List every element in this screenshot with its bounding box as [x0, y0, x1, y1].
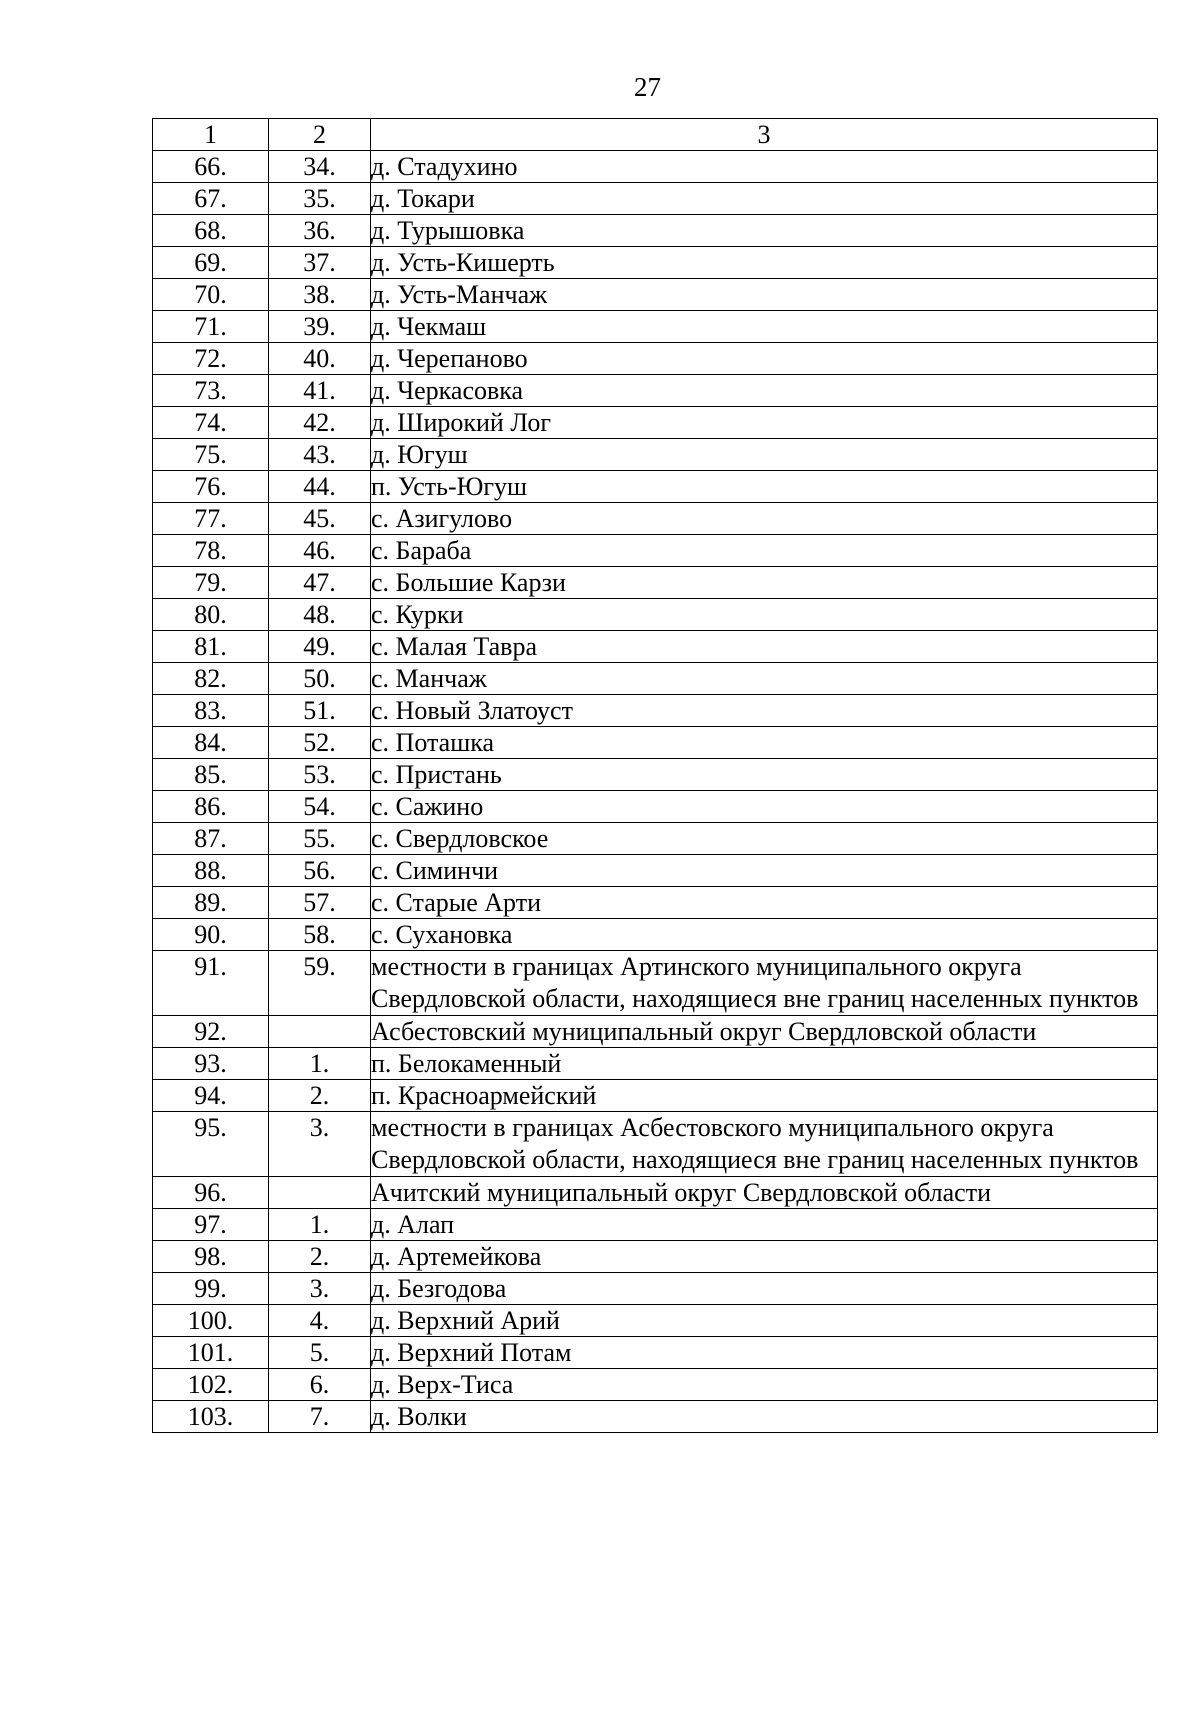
sub-number: 56.: [269, 855, 371, 887]
table-row: [153, 1305, 1158, 1337]
row-number: 99.: [153, 1273, 269, 1305]
sub-number: 3.: [269, 1273, 371, 1305]
sub-number: 38.: [269, 279, 371, 311]
row-number: 71.: [153, 311, 269, 343]
settlement-name: д. Широкий Лог: [371, 407, 1158, 439]
sub-number: 41.: [269, 375, 371, 407]
table-row: [153, 1016, 1158, 1048]
row-number: 95.: [153, 1112, 269, 1177]
settlement-name: д. Черкасовка: [371, 375, 1158, 407]
sub-number: 46.: [269, 535, 371, 567]
settlement-name: с. Сажино: [371, 791, 1158, 823]
settlement-name: с. Симинчи: [371, 855, 1158, 887]
sub-number: 53.: [269, 759, 371, 791]
sub-number: 52.: [269, 727, 371, 759]
settlement-name: д. Верх-Тиса: [371, 1369, 1158, 1401]
row-number: 89.: [153, 887, 269, 919]
column-header-2: 2: [269, 119, 371, 151]
settlement-name: местности в границах Асбестовского муниципального округа Свердловской области, находящиеся вне границ населенных пунктов: [371, 1112, 1158, 1177]
table-row: [153, 471, 1158, 503]
settlement-name: д. Чекмаш: [371, 311, 1158, 343]
table-row: [153, 407, 1158, 439]
settlement-name: Ачитский муниципальный округ Свердловской области: [371, 1177, 1158, 1209]
sub-number: 55.: [269, 823, 371, 855]
settlement-name: д. Усть-Кишерть: [371, 247, 1158, 279]
settlement-name: д. Стадухино: [371, 151, 1158, 183]
table-row: [153, 343, 1158, 375]
sub-number: [269, 1177, 371, 1209]
settlement-name: с. Малая Тавра: [371, 631, 1158, 663]
settlements-table: [152, 118, 1158, 1433]
row-number: 74.: [153, 407, 269, 439]
sub-number: 2.: [269, 1241, 371, 1273]
sub-number: 59.: [269, 951, 371, 1016]
sub-number: 7.: [269, 1401, 371, 1433]
settlement-name: д. Черепаново: [371, 343, 1158, 375]
row-number: 84.: [153, 727, 269, 759]
settlement-name: п. Усть-Югуш: [371, 471, 1158, 503]
table-row: [153, 439, 1158, 471]
row-number: 93.: [153, 1048, 269, 1080]
table-row: [153, 727, 1158, 759]
settlement-name: д. Верхний Потам: [371, 1337, 1158, 1369]
row-number: 70.: [153, 279, 269, 311]
settlement-name: с. Пристань: [371, 759, 1158, 791]
row-number: 85.: [153, 759, 269, 791]
settlement-name: д. Усть-Манчаж: [371, 279, 1158, 311]
table-row: [153, 1401, 1158, 1433]
column-header-3: 3: [371, 119, 1158, 151]
settlement-name: с. Сухановка: [371, 919, 1158, 951]
sub-number: 37.: [269, 247, 371, 279]
row-number: 81.: [153, 631, 269, 663]
table-row: [153, 311, 1158, 343]
table-row: [153, 1048, 1158, 1080]
table-row: [153, 1337, 1158, 1369]
row-number: 68.: [153, 215, 269, 247]
row-number: 77.: [153, 503, 269, 535]
settlement-name: д. Артемейкова: [371, 1241, 1158, 1273]
sub-number: 2.: [269, 1080, 371, 1112]
table-body: [153, 151, 1158, 1433]
settlement-name: д. Безгодова: [371, 1273, 1158, 1305]
page-number: 27: [634, 72, 661, 102]
sub-number: 51.: [269, 695, 371, 727]
table-row: [153, 567, 1158, 599]
row-number: 66.: [153, 151, 269, 183]
settlement-name: с. Старые Арти: [371, 887, 1158, 919]
settlement-name: с. Свердловское: [371, 823, 1158, 855]
table-row: [153, 1177, 1158, 1209]
row-number: 96.: [153, 1177, 269, 1209]
sub-number: 44.: [269, 471, 371, 503]
table-row: [153, 695, 1158, 727]
table-row: [153, 1080, 1158, 1112]
row-number: 86.: [153, 791, 269, 823]
sub-number: 1.: [269, 1209, 371, 1241]
sub-number: 6.: [269, 1369, 371, 1401]
table-row: [153, 1369, 1158, 1401]
table-row: [153, 855, 1158, 887]
table-row: [153, 663, 1158, 695]
table-row: [153, 1112, 1158, 1177]
row-number: 98.: [153, 1241, 269, 1273]
row-number: 79.: [153, 567, 269, 599]
sub-number: 54.: [269, 791, 371, 823]
table-header-row: [153, 119, 1158, 151]
row-number: 103.: [153, 1401, 269, 1433]
table-row: [153, 247, 1158, 279]
row-number: 94.: [153, 1080, 269, 1112]
row-number: 90.: [153, 919, 269, 951]
table-row: [153, 535, 1158, 567]
row-number: 97.: [153, 1209, 269, 1241]
table-row: [153, 151, 1158, 183]
table-row: [153, 279, 1158, 311]
row-number: 67.: [153, 183, 269, 215]
table-row: [153, 823, 1158, 855]
settlement-name: местности в границах Артинского муниципального округа Свердловской области, находящиеся вне границ населенных пунктов: [371, 951, 1158, 1016]
row-number: 69.: [153, 247, 269, 279]
table-row: [153, 759, 1158, 791]
table-row: [153, 951, 1158, 1016]
column-header-1: 1: [153, 119, 269, 151]
row-number: 73.: [153, 375, 269, 407]
row-number: 80.: [153, 599, 269, 631]
settlement-name: с. Новый Златоуст: [371, 695, 1158, 727]
row-number: 72.: [153, 343, 269, 375]
table-row: [153, 1273, 1158, 1305]
row-number: 102.: [153, 1369, 269, 1401]
table-row: [153, 183, 1158, 215]
row-number: 87.: [153, 823, 269, 855]
sub-number: [269, 1016, 371, 1048]
sub-number: 40.: [269, 343, 371, 375]
settlement-name: д. Алап: [371, 1209, 1158, 1241]
table-row: [153, 887, 1158, 919]
settlement-name: д. Волки: [371, 1401, 1158, 1433]
settlement-name: Асбестовский муниципальный округ Свердловской области: [371, 1016, 1158, 1048]
row-number: 76.: [153, 471, 269, 503]
sub-number: 42.: [269, 407, 371, 439]
row-number: 88.: [153, 855, 269, 887]
sub-number: 39.: [269, 311, 371, 343]
settlement-name: п. Белокаменный: [371, 1048, 1158, 1080]
sub-number: 48.: [269, 599, 371, 631]
table-row: [153, 215, 1158, 247]
table-row: [153, 631, 1158, 663]
settlement-name: п. Красноармейский: [371, 1080, 1158, 1112]
sub-number: 43.: [269, 439, 371, 471]
sub-number: 50.: [269, 663, 371, 695]
sub-number: 34.: [269, 151, 371, 183]
table-row: [153, 791, 1158, 823]
row-number: 100.: [153, 1305, 269, 1337]
sub-number: 4.: [269, 1305, 371, 1337]
sub-number: 57.: [269, 887, 371, 919]
row-number: 83.: [153, 695, 269, 727]
settlement-name: д. Югуш: [371, 439, 1158, 471]
sub-number: 47.: [269, 567, 371, 599]
row-number: 101.: [153, 1337, 269, 1369]
table-row: [153, 919, 1158, 951]
row-number: 91.: [153, 951, 269, 1016]
sub-number: 5.: [269, 1337, 371, 1369]
table-row: [153, 599, 1158, 631]
settlement-name: с. Большие Карзи: [371, 567, 1158, 599]
settlement-name: с. Поташка: [371, 727, 1158, 759]
table-row: [153, 1209, 1158, 1241]
settlement-name: с. Курки: [371, 599, 1158, 631]
sub-number: 36.: [269, 215, 371, 247]
sub-number: 35.: [269, 183, 371, 215]
sub-number: 45.: [269, 503, 371, 535]
sub-number: 1.: [269, 1048, 371, 1080]
sub-number: 3.: [269, 1112, 371, 1177]
row-number: 92.: [153, 1016, 269, 1048]
settlement-name: с. Азигулово: [371, 503, 1158, 535]
row-number: 78.: [153, 535, 269, 567]
table-row: [153, 1241, 1158, 1273]
settlement-name: с. Бараба: [371, 535, 1158, 567]
row-number: 75.: [153, 439, 269, 471]
settlement-name: с. Манчаж: [371, 663, 1158, 695]
table-row: [153, 503, 1158, 535]
settlement-name: д. Турышовка: [371, 215, 1158, 247]
table-row: [153, 375, 1158, 407]
settlement-name: д. Верхний Арий: [371, 1305, 1158, 1337]
settlement-name: д. Токари: [371, 183, 1158, 215]
row-number: 82.: [153, 663, 269, 695]
sub-number: 58.: [269, 919, 371, 951]
sub-number: 49.: [269, 631, 371, 663]
